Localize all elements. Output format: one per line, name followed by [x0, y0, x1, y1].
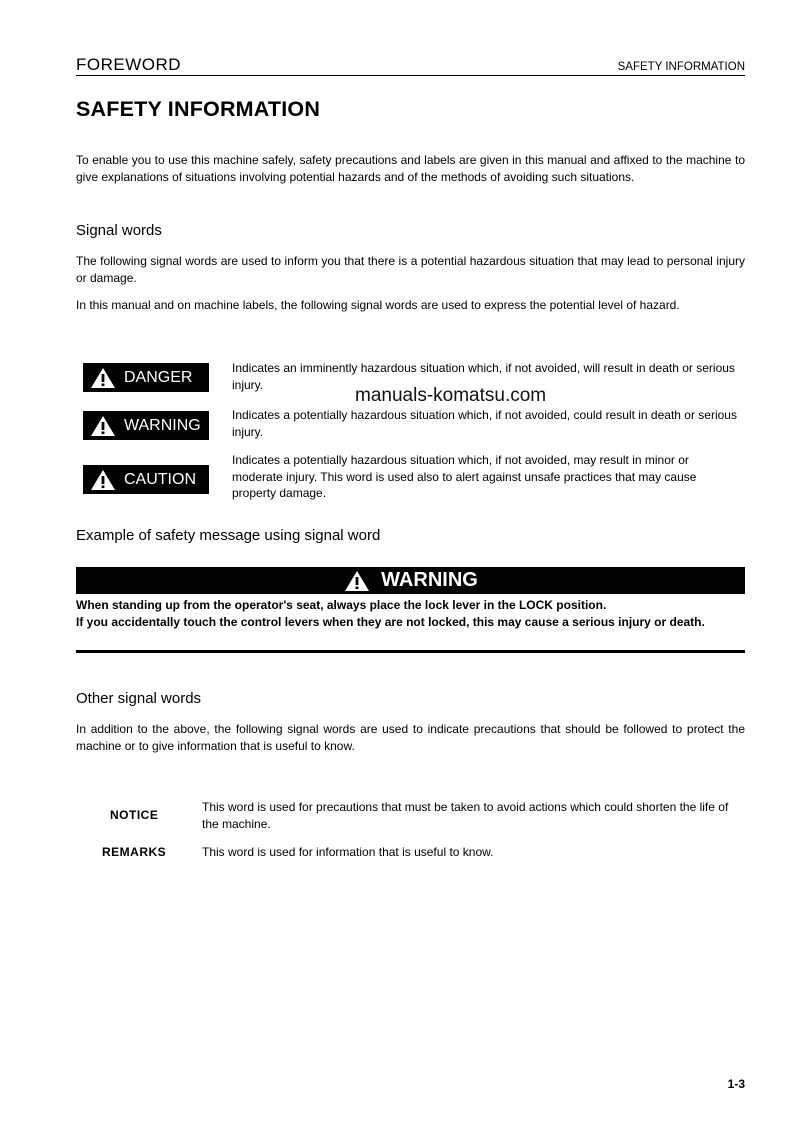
warning-banner: [76, 567, 745, 594]
warning-bottom-rule: [76, 650, 745, 653]
warning-message-line1: When standing up from the operator's seat, always place the lock lever in the LOCK position.: [76, 598, 607, 612]
warning-triangle-icon: [90, 469, 116, 491]
danger-label: [83, 363, 209, 392]
header-chapter: SAFETY INFORMATION: [617, 61, 745, 73]
example-heading: Example of safety message using signal word: [76, 527, 381, 544]
caution-label: [83, 465, 209, 494]
intro-paragraph: To enable you to use this machine safely, safety precautions and labels are given in this manual and affixed to the machine to give explanations of situations involving potential hazards and of the methods of avoiding such situations.: [76, 153, 745, 184]
header-section: FOREWORD: [76, 55, 182, 74]
signal-words-heading: Signal words: [76, 222, 162, 239]
danger-description: Indicates an imminently hazardous situation which, if not avoided, will result in death or serious injury.: [232, 361, 735, 392]
danger-label-text: DANGER: [124, 368, 193, 386]
warning-label-text: WARNING: [124, 416, 201, 434]
caution-label-text: CAUTION: [124, 470, 196, 488]
page-title: SAFETY INFORMATION: [76, 97, 321, 121]
signal-words-para2: In this manual and on machine labels, the following signal words are used to express the potential level of hazard.: [76, 298, 680, 312]
caution-description: Indicates a potentially hazardous situation which, if not avoided, may result in minor or moderate injury. This word is used also to alert against unsafe practices that may cause property damage.: [232, 453, 697, 500]
warning-message-line2: If you accidentally touch the control levers when they are not locked, this may cause a serious injury or death.: [76, 614, 705, 629]
warning-banner-text: WARNING: [381, 569, 478, 591]
watermark: manuals-komatsu.com: [355, 385, 547, 406]
warning-triangle-icon: [343, 570, 371, 592]
notice-word: NOTICE: [110, 808, 159, 822]
notice-description: This word is used for precautions that must be taken to avoid actions which could shorten the life of the machine.: [202, 800, 729, 831]
other-paragraph: In addition to the above, the following signal words are used to indicate precautions that should be followed to protect the machine or to give information that is useful to know.: [76, 722, 745, 753]
other-heading: Other signal words: [76, 690, 202, 707]
remarks-word: REMARKS: [102, 845, 167, 859]
header-rule: [76, 75, 745, 76]
warning-description: Indicates a potentially hazardous situation which, if not avoided, could result in death or serious injury.: [232, 408, 737, 439]
page-number: 1-3: [727, 1077, 745, 1091]
warning-triangle-icon: [90, 367, 116, 389]
warning-label: [83, 411, 209, 440]
signal-words-para1: The following signal words are used to inform you that there is a potential hazardous situation that may lead to personal injury or damage.: [76, 254, 745, 285]
remarks-description: This word is used for information that is useful to know.: [202, 845, 494, 859]
warning-message: [76, 597, 745, 630]
warning-triangle-icon: [90, 415, 116, 437]
